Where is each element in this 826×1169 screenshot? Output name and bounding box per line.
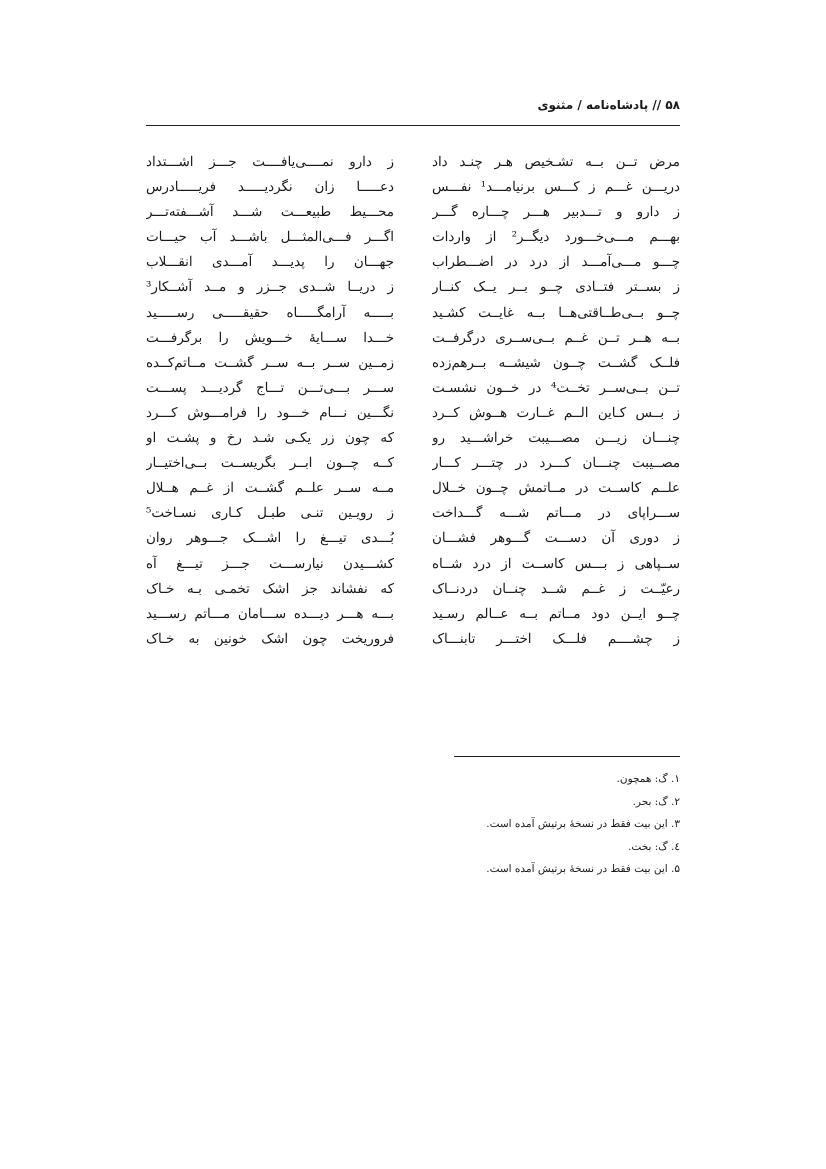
verse-row (146, 326, 680, 351)
first-hemistich: رعيّــت ز غــم شــد چنــان دردنــاک (432, 581, 680, 597)
first-hemistich: تــن بــی‌ســر تخــت⁴ در خــون نشسـت (432, 380, 680, 396)
first-hemistich: مصــيبت چنـــان کـــرد در چتـــر کـــار (432, 456, 680, 472)
first-hemistich: ز چشــــم فلـــک اختـــر تابنـــاک (432, 631, 680, 647)
first-hemistich: ســپاهی ز بـــس کاســت از درد شــاه (432, 556, 680, 572)
first-hemistich: ز دارو و تـــدبير هـــر چـــاره گـــر (432, 205, 680, 221)
verse-row (146, 225, 680, 250)
second-hemistich: ز رويـين تنـی طبـل كـاری نسـاخت⁵ (146, 506, 394, 522)
second-hemistich: محـــيط طبيعـــت شـــد آشـــفته‌تـــر (146, 205, 394, 221)
verse-row (146, 150, 680, 175)
verse-row (146, 501, 680, 526)
first-hemistich: مرض تــن بــه تشـخيص هـر چنـد داد (432, 155, 680, 170)
verse-row (146, 602, 680, 627)
first-hemistich: ز بســتر فتــادی چــو بــر يــک کنــار (432, 280, 680, 296)
second-hemistich: بـــــه آرامگـــــاه حقيقـــــی رســـــيد (146, 305, 394, 321)
second-hemistich: که چون زر يکـی شـد رخ و پشـت او (146, 431, 394, 447)
verse-row (146, 426, 680, 451)
first-hemistich: دريـــن غـــم ز کـــس برنيامـــد¹ نفـــس (432, 180, 680, 196)
first-hemistich: چــو بــی‌طــاقتی‌هــا بــه غايــت کشـيد (432, 305, 680, 321)
first-hemistich: علــم کاســت در مــاتمش چــون خــلال (432, 481, 680, 497)
verse-row (146, 275, 680, 300)
verse-row (146, 401, 680, 426)
verse-row (146, 200, 680, 225)
footnote: ۳. این بیت فقط در نسخهٔ برتیش آمده است. (486, 818, 680, 831)
first-hemistich: ز دوری آن دســـت گـــوهر فشـــان (432, 531, 680, 547)
second-hemistich: دعـــــا زان نگرديـــــد فريـــــادرس (146, 180, 394, 196)
verse-row (146, 627, 680, 652)
first-hemistich: ز بــس کـاين الــم غــارت هــوش کــرد (432, 405, 680, 421)
second-hemistich: مــه ســر علــم گشــت از غــم هــلال (146, 481, 394, 497)
first-hemistich: بــه هــر تــن غــم بــی‌ســری درگرفــت (432, 330, 680, 346)
second-hemistich: بُـــدی تيـــغ را اشـــک جـــوهر روان (146, 531, 394, 547)
second-hemistich: كشـــيدن نيارســـت جـــز تيـــغ آه (146, 556, 394, 572)
running-head: ۵۸ // پادشاه‌نامه / مثنوی (537, 98, 680, 112)
verse-row (146, 577, 680, 602)
first-hemistich: ســـراپای در مـــاتم شـــه گـــداخت (432, 506, 680, 522)
footnote: ٤. گ: بخت. (628, 840, 680, 853)
second-hemistich: اگـــر فـــی‌المثـــل باشـــد آب حيـــات (146, 230, 394, 246)
verse-row (146, 451, 680, 476)
footnote: ۵. این بیت فقط در نسخهٔ برتیش آمده است. (486, 863, 680, 876)
verse-row (146, 175, 680, 200)
second-hemistich: فروريخت چون اشک خونين به خـاک (146, 631, 394, 647)
second-hemistich: که نفشاند جز اشک تخمـی بـه خـاک (146, 581, 394, 597)
first-hemistich: بهـــم مـــی‌خـــورد ديگــر² از واردات (432, 230, 680, 246)
verse-row (146, 476, 680, 501)
second-hemistich: خـــدا ســـايهٔ خـــويش را برگرفـــت (146, 330, 394, 346)
header-rule (146, 125, 680, 126)
second-hemistich: زمــين ســر بــه ســر گشــت مــاتم‌کــده (146, 355, 394, 371)
second-hemistich: کــه چــون ابــر بگريســت بــی‌اختيــار (146, 456, 394, 472)
verse-row (146, 250, 680, 275)
poem-body (146, 150, 680, 652)
second-hemistich: بـــه هـــر ديـــده ســـامان مـــاتم رســـيد (146, 606, 394, 622)
verse-row (146, 526, 680, 551)
second-hemistich: ســـر بـــی‌تـــن تـــاج گرديـــد پســـت (146, 380, 394, 396)
second-hemistich: نگـــين نـــام خـــود را فرامـــوش کـــرد (146, 405, 394, 421)
footnotes (380, 768, 680, 881)
second-hemistich: ز دريــا شــدی جــزر و مــد آشــکار³ (146, 280, 394, 296)
first-hemistich: فلــک گشــت چــون شيشــه بــرهم‌زده (432, 355, 680, 371)
verse-row (146, 552, 680, 577)
second-hemistich: جهـــان را پديـــد آمـــدی انقـــلاب (146, 255, 394, 271)
footnote-rule (454, 756, 680, 757)
footnote: ۲. گ: بحر. (632, 795, 680, 808)
first-hemistich: چـــو مـــی‌آمـــد از درد در اضـــطراب (432, 255, 680, 271)
second-hemistich: ز دارو نمــــی‌يافــــت جـــز اشـــتداد (146, 155, 394, 170)
verse-row (146, 301, 680, 326)
verse-row (146, 351, 680, 376)
first-hemistich: چــو ايــن دود مــاتم بــه عــالم رسـيد (432, 606, 680, 622)
footnote: ۱. گ: همچون. (616, 773, 680, 785)
first-hemistich: چنـــان زيـــن مصـــيبت خراشـــيد رو (432, 431, 680, 447)
verse-row (146, 376, 680, 401)
